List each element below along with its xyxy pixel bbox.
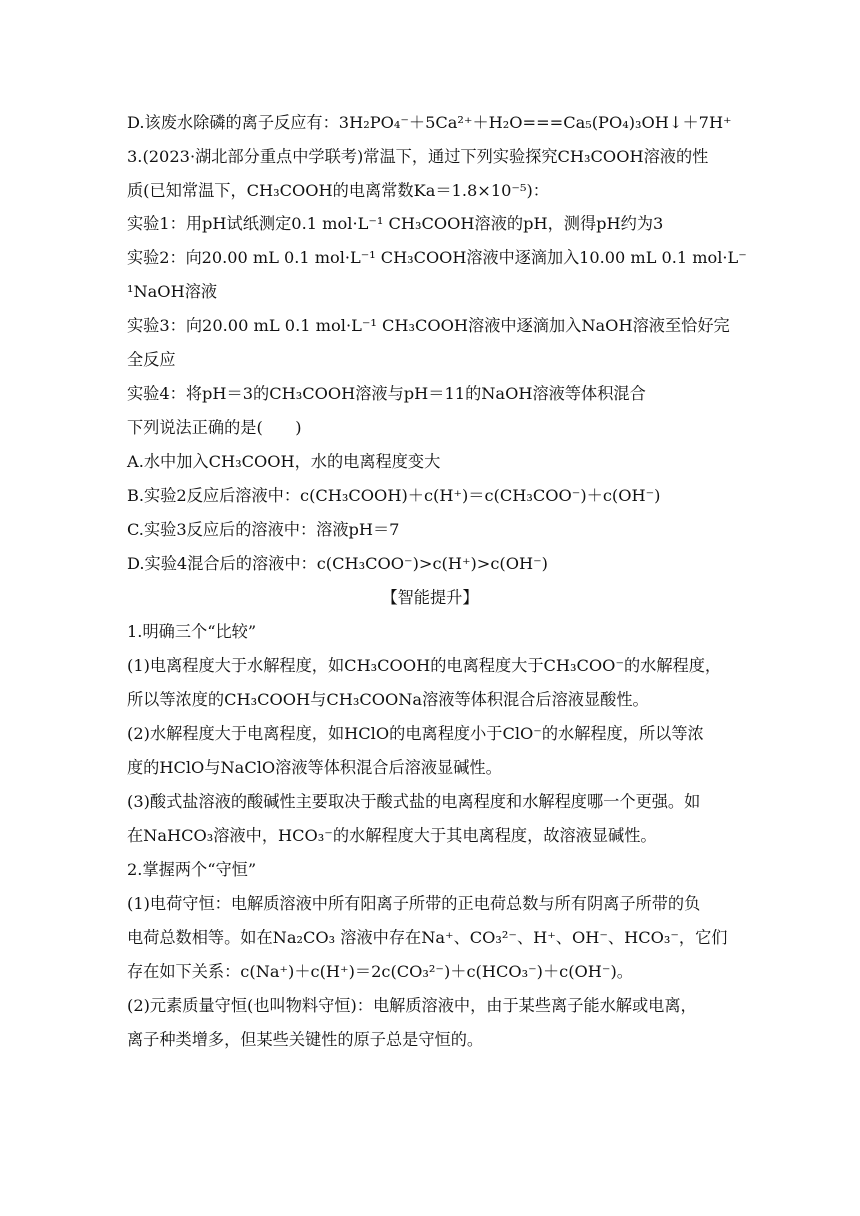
point-2-2-line1: (2)元素质量守恒(也叫物料守恒)：电解质溶液中，由于某些离子能水解或电离， — [127, 996, 697, 1015]
point-1-title: 1.明确三个“比较” — [127, 622, 257, 641]
point-2-1-line2: 电荷总数相等。如在Na₂CO₃ 溶液中存在Na⁺、CO₃²⁻、H⁺、OH⁻、HCO₃⁻，它们 — [127, 928, 728, 947]
question-3-prompt: 下列说法正确的是( ) — [127, 418, 302, 437]
point-1-2-line1: (2)水解程度大于电离程度，如HClO的电离程度小于ClO⁻的水解程度，所以等浓 — [127, 724, 704, 743]
point-2-title: 2.掌握两个“守恒” — [127, 860, 257, 879]
point-1-3-line2: 在NaHCO₃溶液中，HCO₃⁻的水解程度大于其电离程度，故溶液显碱性。 — [127, 826, 657, 845]
point-2-1-line3: 存在如下关系：c(Na⁺)＋c(H⁺)＝2c(CO₃²⁻)＋c(HCO₃⁻)＋c(OH⁻)。 — [127, 962, 633, 981]
point-1-1-line2: 所以等浓度的CH₃COOH与CH₃COONa溶液等体积混合后溶液显酸性。 — [127, 690, 649, 709]
experiment-3-line2: 全反应 — [127, 350, 176, 369]
point-1-2-line2: 度的HClO与NaClO溶液等体积混合后溶液显碱性。 — [127, 758, 502, 777]
point-1-1-line1: (1)电离程度大于水解程度，如CH₃COOH的电离程度大于CH₃COO⁻的水解程度， — [127, 656, 722, 675]
experiment-2-line1: 实验2：向20.00 mL 0.1 mol·L⁻¹ CH₃COOH溶液中逐滴加入10.00 mL 0.1 mol·L⁻ — [127, 248, 747, 267]
section-heading: 【智能提升】 — [381, 588, 479, 607]
point-2-1-line1: (1)电荷守恒：电解质溶液中所有阳离子所带的正电荷总数与所有阴离子所带的负 — [127, 894, 701, 913]
experiment-2-line2: ¹NaOH溶液 — [127, 282, 218, 301]
point-1-3-line1: (3)酸式盐溶液的酸碱性主要取决于酸式盐的电离程度和水解程度哪一个更强。如 — [127, 792, 701, 811]
question-3-stem-line2: 质(已知常温下，CH₃COOH的电离常数Ka＝1.8×10⁻⁵)： — [127, 181, 549, 200]
question-3-stem-line1: 3.(2023·湖北部分重点中学联考)常温下，通过下列实验探究CH₃COOH溶液的性 — [127, 147, 709, 166]
option-c: C.实验3反应后的溶液中：溶液pH＝7 — [127, 520, 400, 539]
option-a: A.水中加入CH₃COOH，水的电离程度变大 — [127, 452, 441, 471]
option-b: B.实验2反应后溶液中：c(CH₃COOH)＋c(H⁺)＝c(CH₃COO⁻)＋c(OH⁻) — [127, 486, 661, 505]
experiment-3-line1: 实验3：向20.00 mL 0.1 mol·L⁻¹ CH₃COOH溶液中逐滴加入NaOH溶液至恰好完 — [127, 316, 730, 335]
point-2-2-line2: 离子种类增多，但某些关键性的原子总是守恒的。 — [127, 1030, 484, 1049]
experiment-1: 实验1：用pH试纸测定0.1 mol·L⁻¹ CH₃COOH溶液的pH，测得pH约为3 — [127, 214, 664, 233]
option-d: D.实验4混合后的溶液中：c(CH₃COO⁻)>c(H⁺)>c(OH⁻) — [127, 554, 548, 573]
option-d-q2: D.该废水除磷的离子反应有：3H₂PO₄⁻＋5Ca²⁺＋H₂O===Ca₅(PO₄)₃OH↓＋7H⁺ — [127, 113, 732, 132]
experiment-4: 实验4：将pH＝3的CH₃COOH溶液与pH＝11的NaOH溶液等体积混合 — [127, 384, 646, 403]
